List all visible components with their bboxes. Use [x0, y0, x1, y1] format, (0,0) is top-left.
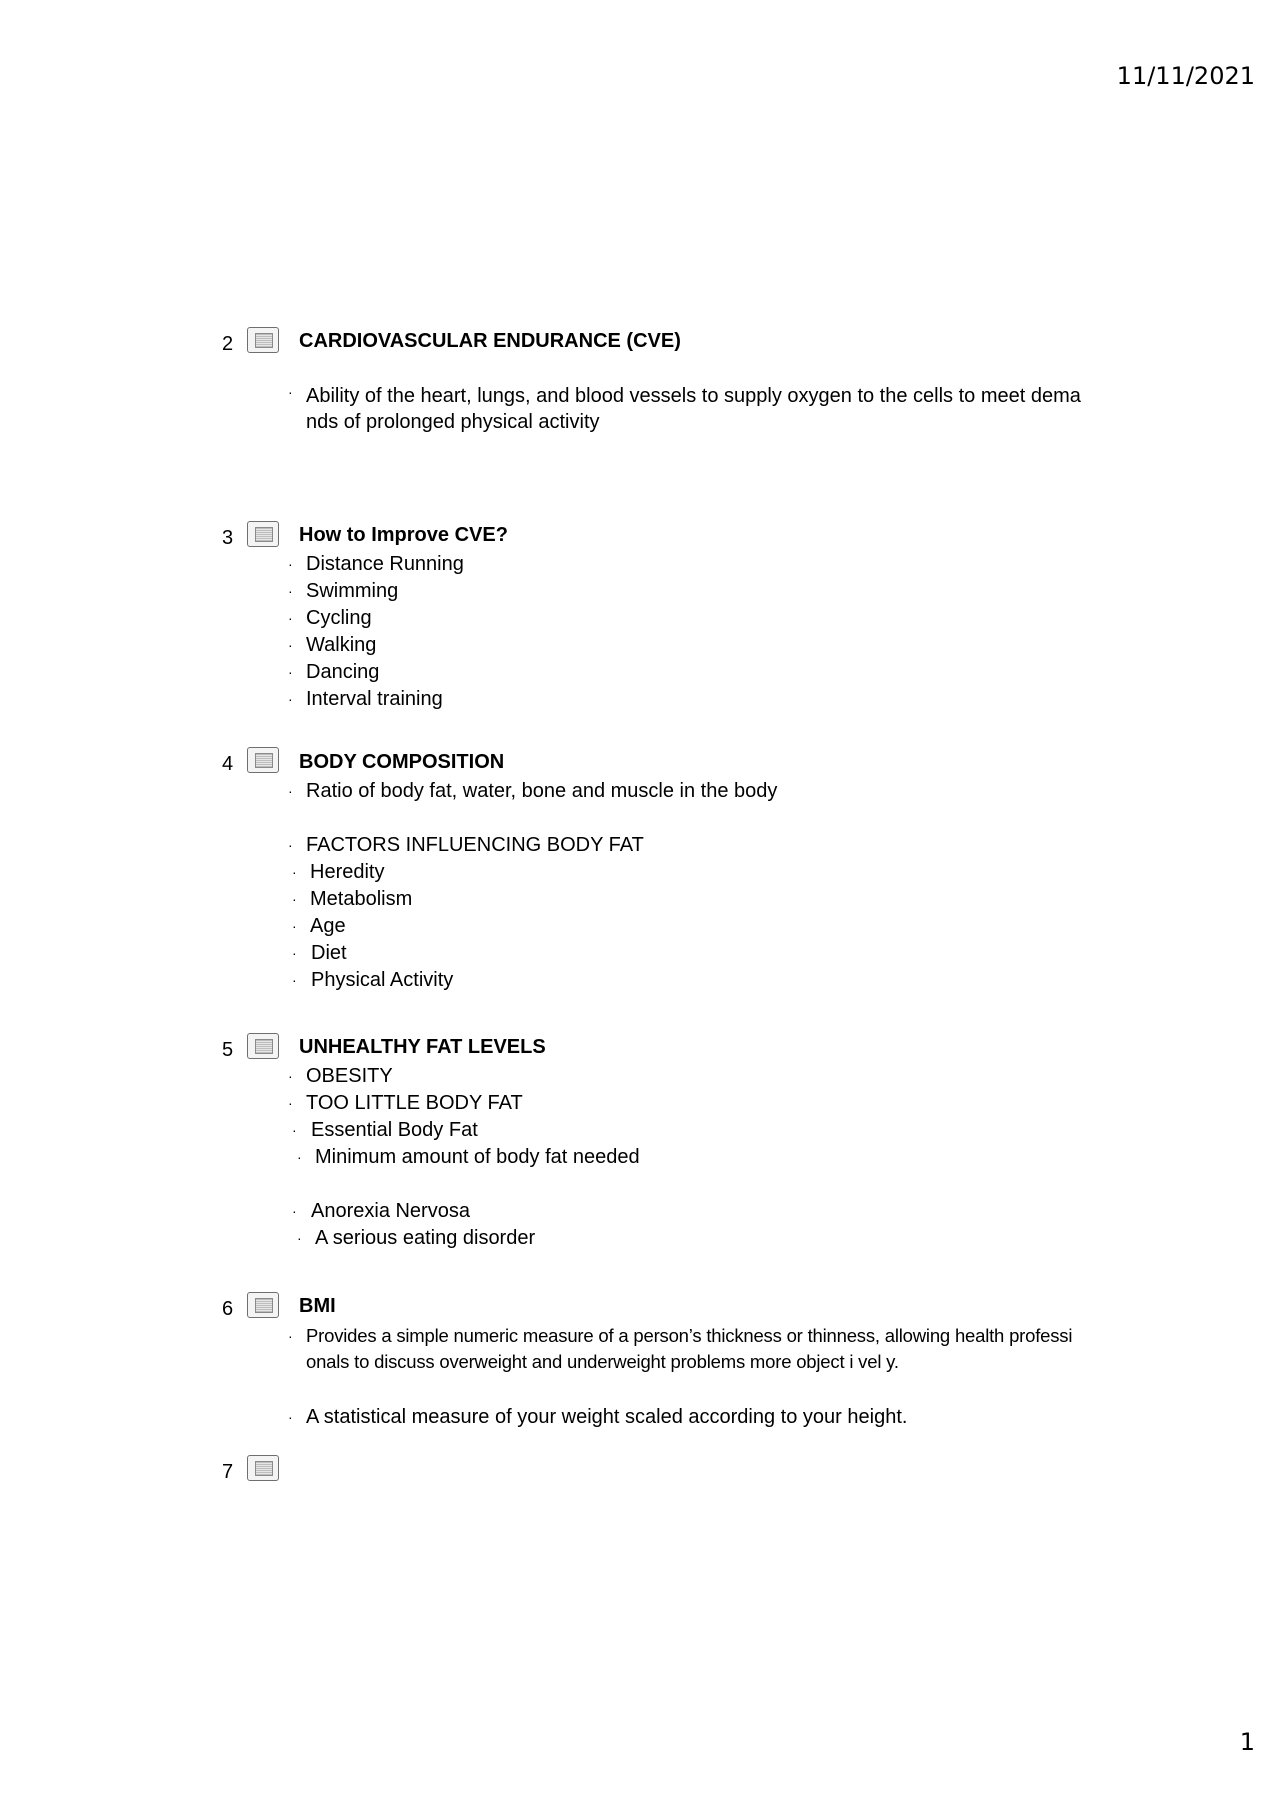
bullet-text: TOO LITTLE BODY FAT [306, 1092, 523, 1114]
bullet-icon: · [288, 664, 293, 680]
bullet-text: Provides a simple numeric measure of a person’s thickness or thinness, allowing health professi [306, 1325, 1073, 1346]
bullet-icon: · [288, 1095, 293, 1111]
page-number: 1 [1239, 1728, 1255, 1756]
slide-thumbnail-icon[interactable] [247, 327, 279, 353]
slide-thumbnail-icon[interactable] [247, 1292, 279, 1318]
bullet-text: Metabolism [310, 888, 413, 910]
slide-number: 4 [222, 753, 234, 775]
date-header: 11/11/2021 [1116, 62, 1255, 90]
bullet-text: Diet [311, 942, 347, 964]
bullet-text: Ability of the heart, lungs, and blood vessels to supply oxygen to the cells to meet dema [306, 385, 1081, 407]
bullet-text: Distance Running [306, 553, 464, 575]
bullet-icon: · [292, 1203, 297, 1219]
bullet-text: A statistical measure of your weight scaled according to your height. [306, 1406, 908, 1428]
bullet-icon: · [297, 1230, 302, 1246]
bullet-text: Interval training [306, 688, 443, 710]
bullet-icon: · [288, 1409, 293, 1425]
bullet-icon: · [292, 891, 297, 907]
slide-number: 2 [222, 333, 234, 355]
slide-thumbnail-icon[interactable] [247, 1033, 279, 1059]
bullet-text: Walking [306, 634, 377, 656]
slide-title: How to Improve CVE? [299, 524, 508, 546]
bullet-text: Dancing [306, 661, 380, 683]
bullet-text: Cycling [306, 607, 372, 629]
bullet-icon: · [292, 972, 297, 988]
bullet-icon: · [292, 945, 297, 961]
bullet-icon: · [292, 918, 297, 934]
bullet-icon: · [288, 691, 293, 707]
bullet-text: nds of prolonged physical activity [306, 411, 600, 433]
slide-thumbnail-icon[interactable] [247, 521, 279, 547]
bullet-icon: · [288, 637, 293, 653]
bullet-text: Essential Body Fat [311, 1119, 478, 1141]
bullet-icon: · [288, 783, 293, 799]
bullet-text: onals to discuss overweight and underweight problems more object i vel y. [306, 1351, 899, 1372]
bullet-text: Age [310, 915, 346, 937]
bullet-text: Heredity [310, 861, 385, 883]
bullet-text: Physical Activity [311, 969, 454, 991]
slide-number: 5 [222, 1039, 234, 1061]
slide-number: 6 [222, 1298, 234, 1320]
bullet-icon: · [288, 556, 293, 572]
bullet-text: FACTORS INFLUENCING BODY FAT [306, 834, 644, 856]
bullet-icon: · [292, 864, 297, 880]
bullet-icon: · [288, 384, 293, 400]
bullet-icon: · [288, 837, 293, 853]
bullet-text: Ratio of body fat, water, bone and muscle in the body [306, 780, 778, 802]
slide-number: 7 [222, 1461, 234, 1483]
bullet-icon: · [292, 1122, 297, 1138]
bullet-text: Swimming [306, 580, 399, 602]
slide-title: UNHEALTHY FAT LEVELS [299, 1036, 546, 1058]
slide-title: BMI [299, 1295, 336, 1317]
slide-thumbnail-icon[interactable] [247, 747, 279, 773]
slide-title: BODY COMPOSITION [299, 751, 505, 773]
bullet-icon: · [297, 1149, 302, 1165]
bullet-text: Anorexia Nervosa [311, 1200, 470, 1222]
bullet-text: OBESITY [306, 1065, 393, 1087]
bullet-icon: · [288, 583, 293, 599]
bullet-icon: · [288, 1068, 293, 1084]
bullet-text: A serious eating disorder [315, 1227, 536, 1249]
bullet-text: Minimum amount of body fat needed [315, 1146, 640, 1168]
slide-title: CARDIOVASCULAR ENDURANCE (CVE) [299, 330, 681, 352]
slide-thumbnail-icon[interactable] [247, 1455, 279, 1481]
slide-number: 3 [222, 527, 234, 549]
bullet-icon: · [288, 610, 293, 626]
bullet-icon: · [288, 1328, 293, 1344]
